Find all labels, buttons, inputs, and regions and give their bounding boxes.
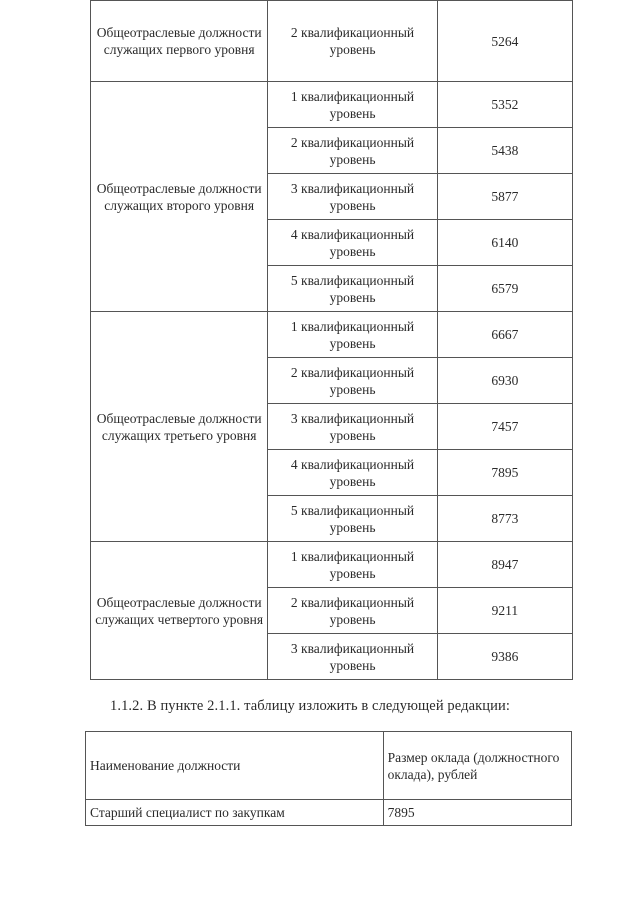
qualification-level-cell: 1 квалификационный уровень: [268, 312, 437, 358]
cell-salary: 7895: [383, 800, 571, 826]
qualification-level-cell: 2 квалификационный уровень: [268, 1, 437, 82]
table-row: [91, 312, 573, 358]
position-group-cell: Общеотраслевые должности служащих первого уровня: [91, 1, 268, 82]
salary-cell: 7895: [437, 450, 572, 496]
table-row: [91, 82, 573, 128]
salary-cell: 9386: [437, 634, 572, 680]
qualification-level-cell: 4 квалификационный уровень: [268, 450, 437, 496]
qualification-level-cell: 2 квалификационный уровень: [268, 588, 437, 634]
qualification-level-cell: 2 квалификационный уровень: [268, 128, 437, 174]
salary-cell: 6579: [437, 266, 572, 312]
salary-cell: 5352: [437, 82, 572, 128]
salary-cell: 7457: [437, 404, 572, 450]
salary-cell: 6930: [437, 358, 572, 404]
header-salary: Размер оклада (должностного оклада), рублей: [383, 732, 571, 800]
qualification-level-cell: 4 квалификационный уровень: [268, 220, 437, 266]
position-salary-table: [85, 731, 572, 826]
salary-cell: 6667: [437, 312, 572, 358]
qualification-level-cell: 5 квалификационный уровень: [268, 496, 437, 542]
salary-cell: 6140: [437, 220, 572, 266]
table-row: [91, 1, 573, 82]
salary-cell: 5438: [437, 128, 572, 174]
salary-cell: 8947: [437, 542, 572, 588]
salary-cell: 5264: [437, 1, 572, 82]
qualification-level-cell: 2 квалификационный уровень: [268, 358, 437, 404]
salary-cell: 5877: [437, 174, 572, 220]
table-header-row: [86, 732, 572, 800]
qualification-level-cell: 1 квалификационный уровень: [268, 82, 437, 128]
salary-cell: 9211: [437, 588, 572, 634]
table-row: [86, 800, 572, 826]
paragraph-1-1-2: 1.1.2. В пункте 2.1.1. таблицу изложить в следующей редакции:: [110, 698, 510, 714]
position-group-cell: Общеотраслевые должности служащих четвертого уровня: [91, 542, 268, 680]
cell-position: Старший специалист по закупкам: [86, 800, 384, 826]
qualification-level-cell: 3 квалификационный уровень: [268, 174, 437, 220]
position-group-cell: Общеотраслевые должности служащих второго уровня: [91, 82, 268, 312]
salary-table: [90, 0, 573, 680]
qualification-level-cell: 3 квалификационный уровень: [268, 634, 437, 680]
header-position: Наименование должности: [86, 732, 384, 800]
salary-cell: 8773: [437, 496, 572, 542]
position-group-cell: Общеотраслевые должности служащих третьего уровня: [91, 312, 268, 542]
qualification-level-cell: 1 квалификационный уровень: [268, 542, 437, 588]
table-row: [91, 542, 573, 588]
qualification-level-cell: 5 квалификационный уровень: [268, 266, 437, 312]
qualification-level-cell: 3 квалификационный уровень: [268, 404, 437, 450]
